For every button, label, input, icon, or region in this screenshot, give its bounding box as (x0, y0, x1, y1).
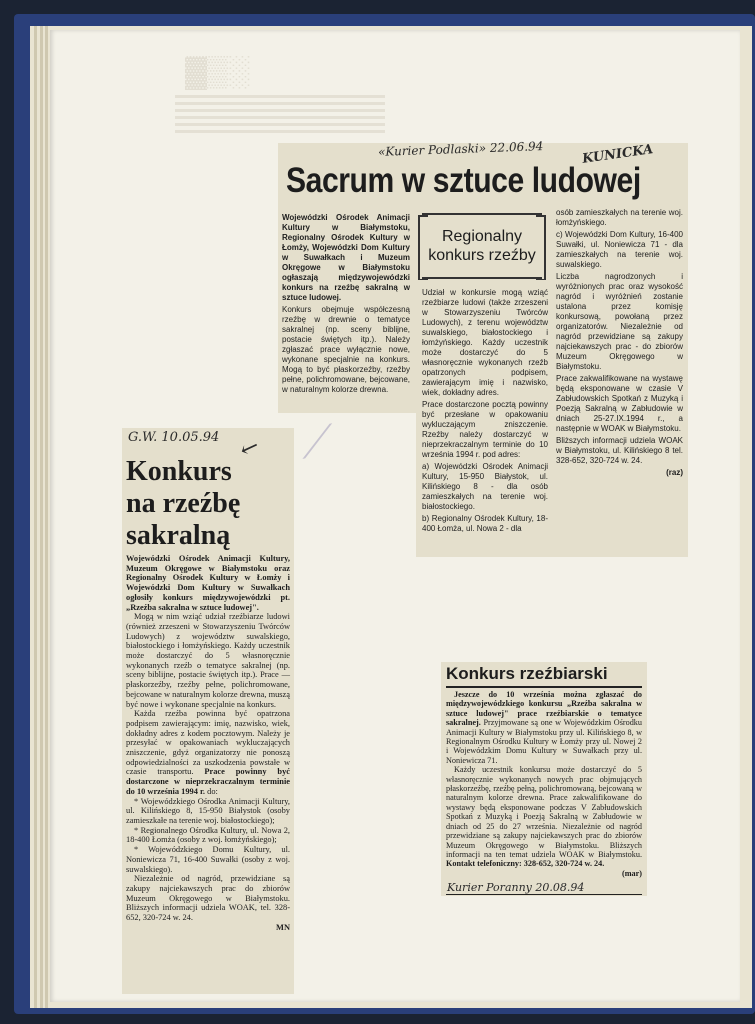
clipping-konkurs-sakralna (122, 428, 294, 994)
clipping-author-note: KUNICKA (581, 142, 655, 167)
article-text: Każdy uczestnik konkursu może dostarczyć do 5 własnoręcznie wykonanych nowych prac objmujących płaskorzeźbę, rzeźbę pełną, polichromowaną, bejcowaną w naturalnym kolorze drewna. Prace zakwalifikowane do wystawy będą eksponowane podczas V Zabłudowskich Spotkań z Muzyką i Poezją Sakralną w Zabłudowie w dniach od 25 do 27 września. Niezależnie od nagród przewidziane są zakupy najciekawszych prac do zbiorów Muzeum Okręgowego w Białymstoku. Bliższych informacji na ten temat udziela WOAK w Białymstoku. (446, 765, 642, 859)
article-paragraph (126, 709, 290, 796)
box-heading-line: konkurs rzeźby (428, 247, 536, 264)
clipping-source-note: Kurier Poranny 20.08.94 (447, 881, 585, 894)
article-signature: (raz) (666, 468, 683, 477)
page-edge (34, 26, 37, 1008)
clipping-konkurs-rzezbiarski (441, 662, 647, 896)
article-lead (446, 690, 642, 765)
clipping-title: Konkurs rzeźbiarski (446, 664, 608, 683)
clipping-title-line: sakralną (126, 520, 231, 551)
article-lead-bold: Jeszcze do 10 września można zgłaszać do międzywojewódzkiego konkursu „Rzeźba sakralna w sztuce ludowej" prace rzeźbiarskie o tematyce sakralnej. (446, 690, 642, 728)
article-contact: Kontakt telefoniczny: 328-652, 320-724 w. 24. (446, 859, 605, 869)
article-lead: Wojewódzki Ośrodek Animacji Kultury w Białymstoku, Regionalny Ośrodek Kultury w Łomży, Wojewódzki Dom Kultury w Suwałkach i Muzeum Okręgowe w Białymstoku ogłaszają międzywojewódzki konkurs na rzeźbę sakralną w sztuce ludowej. (282, 213, 410, 302)
article-address: * Wojewódzkiego Ośrodka Animacji Kultury, ul. Kilińskiego 8, 15-950 Białystok (osoby zamieszkałe na terenie woj. białostockiego); (126, 796, 290, 825)
article-address: * Regionalnego Ośrodka Kultury, ul. Nowa 2, 18-400 Łomża (osoby z woj. łomżyńskiego); (126, 825, 290, 845)
clipping-title-line: Konkurs (126, 456, 232, 487)
article-text: Każda rzeźba powinna być opatrzona podpisem zawierającym: imię, nazwisko, wiek, dokładny adres z kodem pocztowym. Należy je przesyłać w opakowaniach wykluczających zniszczenie, gdyż organizatorzy nie ponoszą odpowiedzialności za uszkodzenia powstałe w czasie transportu. (126, 709, 290, 777)
article-paragraph: Mogą w nim wziąć udział rzeźbiarze ludowi (również zrzeszeni w Stowarzyszeniu Twórców Ludowych) z województw suwalskiego, białostockiego i łomżyńskiego. Każdy uczestnik może dostarczyć do 5 własnoręcznie wykonanych rzeźb o tematyce sakralnej (np. sceny biblijne, postacie świętych itp.). Prace — płaskorzeźby, rzeźby pełne, polichromowane, bejcowane w naturalnym kolorze drewna, muszą być nowe i wykonane specjalnie na konkurs. (126, 612, 290, 709)
article-body (446, 690, 642, 878)
article-paragraph: Prace dostarczone pocztą powinny być przesłane w opakowaniu wykluczającym zniszczenie. Rzeźby należy dostarczyć w nieprzekraczalnym terminie do 10 września 1994 r. pod adres: (422, 400, 548, 459)
article-paragraph: Konkurs obejmuje współczesną rzeźbę w drewnie o tematyce sakralnej (np. sceny biblijne, postacie świętych itp.). Należy zgłaszać prace wyłącznie nowe, wykonane specjalnie na konkurs. Mogą to być płaskorzeźby, rzeźby pełne, polichromowane, bejcowane, w naturalnym kolorze drewna. (282, 305, 410, 394)
article-paragraph: Udział w konkursie mogą wziąć rzeźbiarze ludowi (także zrzeszeni w Stowarzyszeniu Twórców Ludowych), z terenu województw suwalskiego, białostockiego i łomżyńskiego. Każdy uczestnik może dostarczyć do 5 własnoręcznie wykonanych rzeźb opatrzonych podpisem, zawierającym imię i nazwisko, wiek, dokładny adres. (422, 288, 548, 397)
article-column-1 (282, 213, 410, 397)
article-paragraph (446, 765, 642, 868)
faded-pencil-mark: ⟋ (296, 417, 332, 469)
article-paragraph: Bliższych informacji udziela WOAK w Białymstoku, ul. Kilińskiego 8 tel. 328-652, 320-724 w. 24. (556, 436, 683, 465)
clipping-source-note: G.W. 10.05.94 (128, 430, 220, 445)
clipping-title (126, 456, 240, 552)
article-text: Przyjmowane są one w Wojewódzkim Ośrodku Animacji Kultury w Białymstoku przy ul. Kilińskiego 8, w Regionalnym Ośrodku Kultury w Łomży przy ul. Nowej 2 i Wojewódzkim Domu Kultury w Suwałkach przy ul. Noniewicza 71. (446, 718, 642, 765)
underline-mark (446, 894, 642, 895)
article-signature: (mar) (621, 868, 642, 878)
show-through-lines (175, 95, 385, 135)
article-paragraph: Prace zakwalifikowane na wystawę będą eksponowane w czasie V Zabłudowskich Spotkań z Muzyką i Poezją Sakralną w Zabłudowie w dniach 25-27.IX.1994 r., a następnie w WOAK w Białymstoku. (556, 374, 683, 433)
title-rule (446, 686, 642, 688)
article-address: * Wojewódzkiego Domu Kultury, ul. Noniewicza 71, 16-400 Suwałki (osoby z woj. suwalskiego). (126, 845, 290, 874)
article-paragraph: osób zamieszkałych na terenie woj. łomżyńskiego. (556, 208, 683, 227)
article-column-3 (556, 208, 683, 480)
article-paragraph: Niezależnie od nagród, przewidziane są zakupy najciekawszych prac do zbiorów Muzeum Okręgowego w Białymstoku. Bliższych informacji udziela WOAK, tel. 328-652, 320-724 w. 24. (126, 874, 290, 923)
box-heading-line: Regionalny (441, 228, 523, 245)
article-lead: Wojewódzki Ośrodek Animacji Kultury, Muzeum Okręgowe w Białymstoku oraz Regionalny Ośrodek Kultury w Łomży i Wojewódzki Dom Kultury w Suwałkach ogłosiły konkurs międzywojewódzki pt. „Rzeźba sakralna w sztuce ludowej". (126, 554, 290, 612)
article-body (126, 554, 290, 932)
article-address: c) Wojewódzki Dom Kultury, 16-400 Suwałki, ul. Noniewicza 71 - dla zamieszkałych na terenie woj. suwalskiego. (556, 230, 683, 269)
page-edge (40, 26, 43, 1008)
clipping-title: Sacrum w sztuce ludowej (286, 161, 641, 200)
page-edge (45, 26, 48, 1008)
article-deadline: Prace powinny być dostarczone w nieprzekraczalnym terminie do 10 września 1994 r. (126, 767, 290, 796)
show-through-text: ▓▒░ (185, 55, 250, 88)
article-address: b) Regionalny Ośrodek Kultury, 18-400 Łomża, ul. Nowa 2 - dla (422, 514, 548, 533)
pencil-arrow-mark: ↙ (236, 433, 263, 464)
clipping-source-note: «Kurier Podlaski» 22.06.94 (377, 139, 544, 159)
article-text: do: (207, 786, 218, 796)
article-address: a) Wojewódzki Ośrodek Animacji Kultury, 15-950 Białystok, ul. Kilińskiego 8 - dla osób zamieszkałych na terenie woj. białostockiego. (422, 462, 548, 511)
box-heading (422, 213, 542, 279)
article-paragraph: Liczba nagrodzonych i wyróżnionych prac oraz wysokość nagród i wyróżnień zostanie ustalona przez komisję konkursową, powołaną przez organizatorów. Niezależnie od nagród przewidziane są zakupy najciekawszych prac - do zbiorów Muzeum Okręgowego w Białymstoku. (556, 272, 683, 371)
clipping-title-line: na rzeźbę (126, 488, 241, 519)
article-column-2 (422, 288, 548, 536)
article-signature: MN (276, 922, 290, 932)
